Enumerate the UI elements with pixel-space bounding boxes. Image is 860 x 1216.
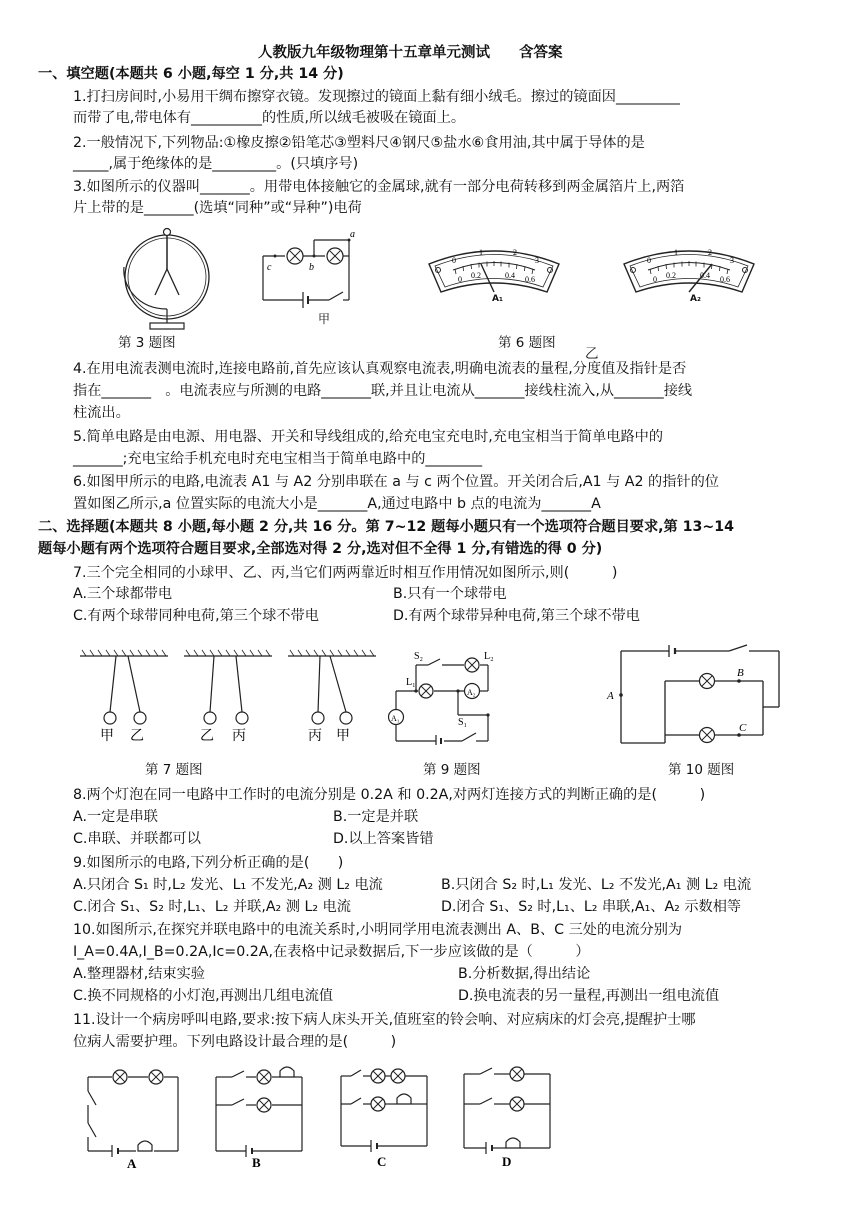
point-a-label: a (350, 229, 355, 240)
lamp-l2-label: L₂ (484, 651, 494, 662)
q7-option-a: A.三个球都带电 (73, 586, 173, 602)
a1-tick-3: 3 (535, 256, 539, 265)
label-yi: 乙 (585, 346, 599, 362)
circuit-11-option-b (210, 1063, 310, 1169)
ammeter-dial-a2 (620, 240, 758, 302)
q10-option-c: C.换不同规格的小灯泡,再测出几组电流值 (73, 988, 334, 1004)
q8-stem: 8.两个灯泡在同一电路中工作时的电流分别是 0.2A 和 0.2A,对两灯连接方式的判断正确的是( ) (73, 787, 706, 803)
q8-option-c: C.串联、并联都可以 (73, 831, 201, 847)
ball-jia-2: 甲 (336, 729, 350, 743)
a1-tick-0-top: 0 (452, 256, 456, 265)
ball-jia-1: 甲 (100, 729, 114, 743)
circuit-11-option-d (458, 1060, 558, 1168)
q7-option-c: C.有两个球带同种电荷,第三个球不带电 (73, 608, 319, 624)
a2-tick-02: 0.2 (666, 271, 676, 280)
hanging-balls-figure (78, 648, 378, 743)
q9-option-b: B.只闭合 S₂ 时,L₁ 发光、L₂ 不发光,A₁ 测 L₂ 电流 (441, 877, 752, 893)
caption-fig-6: 第 6 题图 (498, 335, 556, 351)
a2-tick-04: 0.4 (700, 271, 710, 280)
section-2-heading-line2: 题每小题有两个选项符合题目要求,全部选对得 2 分,选对但不全得 1 分,有错选的得 0 分) (38, 541, 603, 557)
q1-line1: 1.打扫房间时,小易用干绸布擦穿衣镜。发现擦过的镜面上黏有细小绒毛。擦过的镜面因_________ (73, 89, 680, 105)
ball-bing-1: 丙 (232, 729, 246, 743)
a2-tick-06: 0.6 (720, 275, 730, 284)
point-a: A (607, 690, 614, 702)
q2-line2: _____,属于绝缘体的是_________。(只填序号) (73, 156, 359, 172)
electroscope-figure (112, 225, 222, 333)
q6-line2: 置如图乙所示,a 位置实际的电流大小是_______A,通过电路中 b 点的电流为_______A (73, 496, 601, 512)
q9-option-d: D.闭合 S₁、S₂ 时,L₁、L₂ 串联,A₁、A₂ 示数相等 (441, 899, 742, 915)
q10-option-a: A.整理器材,结束实验 (73, 966, 205, 982)
q11-line1: 11.设计一个病房呼叫电路,要求:按下病人床头开关,值班室的铃会响、对应病床的灯会亮,提醒护士哪 (73, 1012, 696, 1028)
q7-stem: 7.三个完全相同的小球甲、乙、丙,当它们两两靠近时相互作用情况如图所示,则( ) (73, 565, 618, 581)
switch-s1-label: S₁ (458, 717, 468, 728)
a1-tick-2: 2 (513, 248, 517, 257)
q9-option-a: A.只闭合 S₁ 时,L₂ 发光、L₁ 不发光,A₂ 测 L₂ 电流 (73, 877, 383, 893)
option-b-label: B (252, 1155, 261, 1169)
meter-a2-label: A₂ (690, 294, 701, 304)
point-b: B (737, 667, 744, 679)
switch-s2-label: S₂ (414, 651, 424, 662)
q10-line2: I_A=0.4A,I_B=0.2A,Ic=0.2A,在表格中记录数据后,下一步应该做的是（ ） (73, 944, 590, 960)
a2-tick-0: 0 (653, 275, 657, 284)
q4-line3: 柱流出。 (73, 405, 130, 421)
option-d-label: D (502, 1154, 512, 1168)
q7-option-b: B.只有一个球带电 (393, 586, 507, 602)
q3-line1: 3.如图所示的仪器叫_______。用带电体接触它的金属球,就有一部分电荷转移到两金属箔片上,两箔 (73, 179, 685, 195)
a1-tick-1: 1 (479, 248, 483, 257)
ammeter-dial-a1 (425, 240, 563, 302)
section-1-heading: 一、填空题(本题共 6 小题,每空 1 分,共 14 分) (38, 66, 344, 82)
a2-tick-2: 2 (708, 248, 712, 257)
q4-line1: 4.在用电流表测电流时,连接电路前,首先应该认真观察电流表,明确电流表的量程,分度值及指针是否 (73, 361, 687, 377)
q9-stem: 9.如图所示的电路,下列分析正确的是( ) (73, 855, 344, 871)
q8-option-b: B.一定是并联 (333, 809, 419, 825)
option-c-label: C (377, 1154, 387, 1168)
q5-line2: _______;充电宝给手机充电时充电宝相当于简单电路中的________ (73, 451, 483, 467)
a2-tick-1: 1 (674, 248, 678, 257)
a1-tick-06: 0.6 (525, 275, 535, 284)
point-c-label: c (267, 262, 272, 273)
ball-bing-2: 丙 (308, 729, 322, 743)
caption-fig-7: 第 7 题图 (145, 762, 203, 778)
a2-tick-3: 3 (730, 256, 734, 265)
q1-line2: 而带了电,带电体有__________的性质,所以绒毛被吸在镜面上。 (73, 110, 466, 126)
q10-line1: 10.如图所示,在探究并联电路中的电流关系时,小明同学用电流表测出 A、B、C 三处的电流分别为 (73, 922, 683, 938)
q10-option-b: B.分析数据,得出结论 (458, 966, 591, 982)
q8-option-a: A.一定是串联 (73, 809, 158, 825)
circuit-11-option-c (335, 1058, 435, 1168)
ball-yi-2: 乙 (200, 729, 214, 743)
ammeter-a2-label: A₂ (467, 688, 476, 697)
caption-fig-9: 第 9 题图 (423, 762, 481, 778)
circuit-9 (388, 645, 498, 745)
meter-a1-label: A₁ (492, 294, 503, 304)
ball-yi-1: 乙 (130, 729, 144, 743)
section-2-heading-line1: 二、选择题(本题共 8 小题,每小题 2 分,共 16 分。第 7~12 题每小题只有一个选项符合题目要求,第 13~14 (38, 519, 735, 535)
a1-tick-02: 0.2 (471, 271, 481, 280)
q11-line2: 位病人需要护理。下列电路设计最合理的是( ) (73, 1034, 397, 1050)
point-c: C (739, 722, 747, 734)
q2-line1: 2.一般情况下,下列物品:①橡皮擦②铅笔芯③塑料尺④钢尺⑤盐水⑥食用油,其中属于导体的是 (73, 135, 645, 151)
ammeter-a1-label: A₁ (391, 714, 400, 723)
q9-option-c: C.闭合 S₁、S₂ 时,L₁、L₂ 并联,A₂ 测 L₂ 电流 (73, 899, 351, 915)
q8-option-d: D.以上答案皆错 (333, 831, 434, 847)
circuit-10 (605, 643, 795, 751)
a1-tick-0: 0 (458, 275, 462, 284)
option-a-label: A (127, 1156, 137, 1169)
q3-line2: 片上带的是_______(选填“同种”或“异种”)电荷 (73, 200, 362, 216)
q5-line1: 5.简单电路是由电源、用电器、开关和导线组成的,给充电宝充电时,充电宝相当于简单电路中的 (73, 429, 664, 445)
a1-tick-04: 0.4 (505, 271, 515, 280)
point-b-label: b (309, 262, 314, 273)
caption-fig-3: 第 3 题图 (118, 335, 176, 351)
page-title: 人教版九年级物理第十五章单元测试 含答案 (258, 45, 563, 61)
q6-line1: 6.如图甲所示的电路,电流表 A1 与 A2 分别串联在 a 与 c 两个位置。开关闭合后,A1 与 A2 的指针的位 (73, 474, 719, 490)
q4-line2: 指在_______ 。电流表应与所测的电路_______联,并且让电流从_______接线柱流入,从_______接线 (73, 383, 693, 399)
lamp-l1-label: L₁ (406, 677, 416, 688)
circuit-6-jia (255, 228, 375, 323)
label-jia: 甲 (318, 312, 331, 326)
a2-tick-0-top: 0 (647, 256, 651, 265)
q7-option-d: D.有两个球带异种电荷,第三个球不带电 (393, 608, 640, 624)
caption-fig-10: 第 10 题图 (668, 762, 735, 778)
circuit-11-option-a (80, 1065, 185, 1169)
q10-option-d: D.换电流表的另一量程,再测出一组电流值 (458, 988, 720, 1004)
